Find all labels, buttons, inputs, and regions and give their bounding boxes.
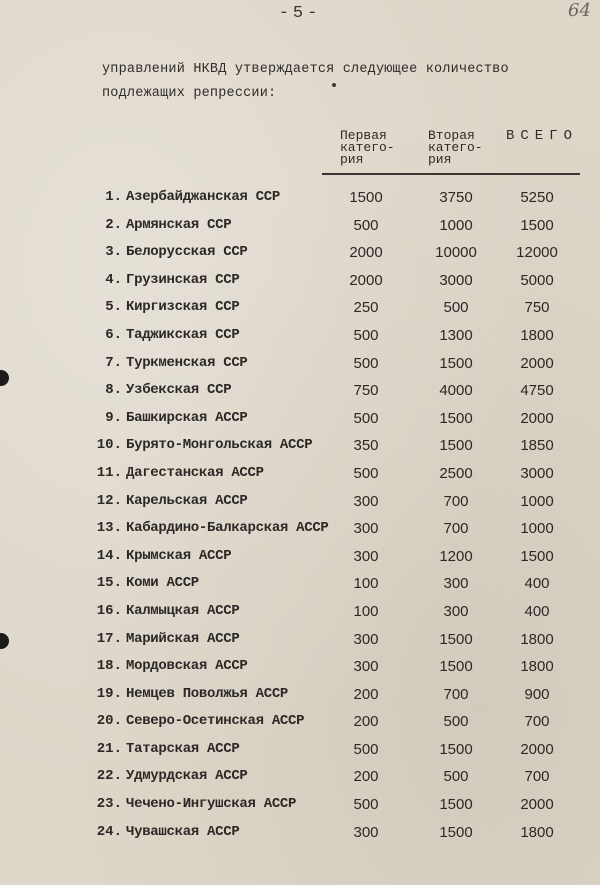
row-number: 21.	[96, 740, 122, 757]
second-category-value: 1000	[439, 216, 473, 234]
row-number: 17.	[96, 630, 122, 647]
region-name: Марийская АССР	[126, 630, 240, 647]
table-row	[0, 515, 600, 543]
table-row	[0, 488, 600, 516]
second-category-value: 3750	[439, 189, 473, 206]
row-number: 20.	[96, 713, 122, 730]
first-category-value: 750	[353, 382, 379, 400]
total-value: 700	[524, 713, 550, 731]
total-value: 1500	[520, 547, 554, 565]
table-row	[0, 350, 600, 378]
region-name: Азербайджанская ССР	[126, 189, 280, 205]
table-row	[0, 460, 600, 488]
second-category-value: 1500	[439, 740, 473, 758]
row-number: 16.	[96, 602, 122, 619]
total-value: 1800	[520, 630, 554, 648]
total-value: 400	[524, 602, 550, 620]
second-category-value: 1500	[439, 354, 473, 372]
total-value: 700	[524, 768, 550, 786]
total-value: 1800	[520, 823, 554, 841]
second-category-value: 500	[443, 713, 469, 731]
row-number: 6.	[105, 326, 122, 343]
table-row	[0, 736, 600, 764]
second-category-value: 1300	[439, 326, 473, 344]
region-name: Таджикская ССР	[126, 326, 240, 343]
table-row	[0, 681, 600, 709]
second-category-value: 10000	[435, 244, 477, 262]
region-name: Башкирская АССР	[126, 409, 248, 426]
second-category-value: 300	[443, 602, 469, 620]
region-name: Белорусская ССР	[126, 244, 248, 261]
second-category-value: 3000	[439, 271, 473, 289]
table-row	[0, 432, 600, 460]
row-number: 11.	[96, 464, 122, 481]
row-number: 15.	[96, 575, 122, 592]
region-name: Грузинская ССР	[126, 271, 240, 288]
total-value: 5250	[520, 189, 554, 206]
total-value: 750	[524, 299, 550, 317]
second-category-value: 1500	[439, 409, 473, 427]
first-category-value: 500	[353, 796, 379, 814]
first-category-value: 2000	[349, 271, 383, 289]
row-number: 23.	[96, 796, 122, 813]
second-category-value: 1500	[439, 437, 473, 455]
first-category-value: 300	[353, 547, 379, 565]
total-value: 1000	[520, 492, 554, 510]
region-name: Мордовская АССР	[126, 658, 248, 675]
table-row	[0, 184, 600, 212]
second-category-value: 500	[443, 299, 469, 317]
row-number: 24.	[96, 823, 122, 840]
total-value: 400	[524, 575, 550, 593]
first-category-value: 100	[353, 575, 379, 593]
row-number: 2.	[105, 216, 122, 233]
column-header-second-category: Вторая катего- рия	[428, 128, 483, 167]
row-number: 8.	[105, 382, 122, 399]
total-value: 1800	[520, 658, 554, 676]
second-category-value: 4000	[439, 382, 473, 400]
table-row	[0, 626, 600, 654]
table-row	[0, 294, 600, 322]
row-number: 1.	[105, 189, 122, 205]
total-value: 900	[524, 685, 550, 703]
first-category-value: 200	[353, 768, 379, 786]
total-value: 2000	[520, 409, 554, 427]
ink-speck	[332, 83, 336, 87]
row-number: 14.	[96, 547, 122, 564]
region-name: Узбекская ССР	[126, 382, 232, 399]
region-name: Дагестанская АССР	[126, 464, 264, 481]
row-number: 19.	[96, 685, 122, 702]
region-name: Калмыцкая АССР	[126, 602, 240, 619]
intro-paragraph: управлений НКВД утверждается следующее количество подлежащих репрессии:	[102, 62, 509, 101]
second-category-value: 700	[443, 520, 469, 538]
row-number: 9.	[105, 409, 122, 426]
region-name: Крымская АССР	[126, 547, 232, 564]
header-rule	[322, 173, 580, 175]
first-category-value: 500	[353, 740, 379, 758]
region-name: Туркменская ССР	[126, 354, 248, 371]
second-category-value: 1500	[439, 796, 473, 814]
region-name: Татарская АССР	[126, 740, 240, 757]
total-value: 12000	[516, 244, 558, 262]
row-number: 22.	[96, 768, 122, 785]
second-category-value: 1500	[439, 630, 473, 648]
first-category-value: 500	[353, 216, 379, 234]
row-number: 18.	[96, 658, 122, 675]
table-row	[0, 377, 600, 405]
second-category-value: 700	[443, 685, 469, 703]
row-number: 13.	[96, 520, 122, 537]
table-row	[0, 570, 600, 598]
total-value: 2000	[520, 354, 554, 372]
total-value: 2000	[520, 796, 554, 814]
repression-table	[0, 184, 600, 846]
table-row	[0, 267, 600, 295]
page-number: -5-	[278, 4, 322, 23]
first-category-value: 200	[353, 713, 379, 731]
second-category-value: 300	[443, 575, 469, 593]
first-category-value: 1500	[349, 189, 383, 206]
row-number: 12.	[96, 492, 122, 509]
second-category-value: 700	[443, 492, 469, 510]
column-header-total: ВСЕГО	[506, 128, 579, 144]
first-category-value: 300	[353, 658, 379, 676]
column-header-first-category: Первая катего- рия	[340, 128, 395, 167]
table-row	[0, 543, 600, 571]
first-category-value: 2000	[349, 244, 383, 262]
first-category-value: 500	[353, 409, 379, 427]
table-row	[0, 763, 600, 791]
table-row	[0, 819, 600, 847]
first-category-value: 300	[353, 630, 379, 648]
first-category-value: 300	[353, 492, 379, 510]
second-category-value: 500	[443, 768, 469, 786]
row-number: 10.	[96, 437, 122, 454]
second-category-value: 1500	[439, 823, 473, 841]
table-row	[0, 708, 600, 736]
second-category-value: 1500	[439, 658, 473, 676]
table-row	[0, 653, 600, 681]
total-value: 1800	[520, 326, 554, 344]
second-category-value: 2500	[439, 464, 473, 482]
region-name: Армянская ССР	[126, 216, 232, 233]
row-number: 7.	[105, 354, 122, 371]
total-value: 1850	[520, 437, 554, 455]
first-category-value: 300	[353, 823, 379, 841]
total-value: 2000	[520, 740, 554, 758]
region-name: Удмурдская АССР	[126, 768, 248, 785]
row-number: 3.	[105, 244, 122, 261]
first-category-value: 300	[353, 520, 379, 538]
archive-folio-number: 64	[568, 0, 591, 21]
first-category-value: 500	[353, 464, 379, 482]
region-name: Кабардино-Балкарская АССР	[126, 520, 329, 537]
total-value: 4750	[520, 382, 554, 400]
first-category-value: 500	[353, 354, 379, 372]
table-row	[0, 212, 600, 240]
region-name: Северо-Осетинская АССР	[126, 713, 305, 730]
region-name: Немцев Поволжья АССР	[126, 685, 289, 702]
table-row	[0, 405, 600, 433]
region-name: Карельская АССР	[126, 492, 248, 509]
region-name: Коми АССР	[126, 575, 199, 592]
first-category-value: 200	[353, 685, 379, 703]
total-value: 3000	[520, 464, 554, 482]
table-row	[0, 322, 600, 350]
row-number: 4.	[105, 271, 122, 288]
first-category-value: 250	[353, 299, 379, 317]
first-category-value: 100	[353, 602, 379, 620]
total-value: 1500	[520, 216, 554, 234]
first-category-value: 350	[353, 437, 379, 455]
table-row	[0, 239, 600, 267]
first-category-value: 500	[353, 326, 379, 344]
second-category-value: 1200	[439, 547, 473, 565]
table-row	[0, 598, 600, 626]
region-name: Чечено-Ингушская АССР	[126, 796, 297, 813]
region-name: Бурято-Монгольская АССР	[126, 437, 313, 454]
table-row	[0, 791, 600, 819]
region-name: Киргизская ССР	[126, 299, 240, 316]
total-value: 5000	[520, 271, 554, 289]
row-number: 5.	[105, 299, 122, 316]
region-name: Чувашская АССР	[126, 823, 240, 840]
total-value: 1000	[520, 520, 554, 538]
